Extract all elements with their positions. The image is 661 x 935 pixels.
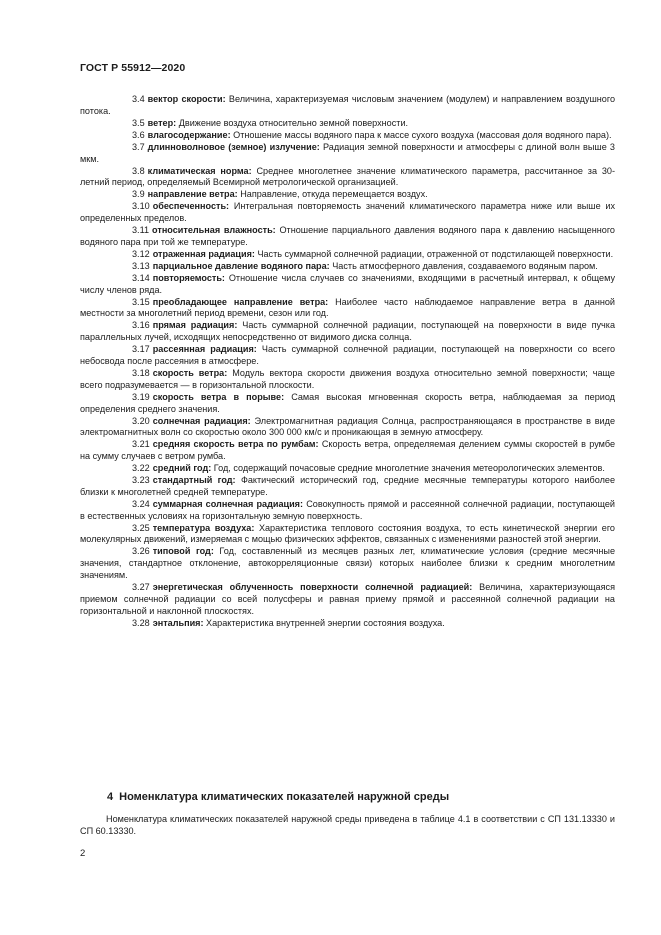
definition-number: 3.5 bbox=[132, 117, 145, 128]
definition-term: парциальное давление водяного пара: bbox=[152, 260, 330, 271]
section-heading bbox=[107, 791, 449, 803]
definition-text: Часть суммарной солнечной радиации, поступающей на поверхности в виде пучка параллельных лучей, исходящих непосредственно от видимого диска солнца. bbox=[80, 320, 616, 343]
definition-text: Год, содержащий почасовые средние многолетние значения метеорологических элементов. bbox=[213, 463, 605, 474]
definition-item bbox=[80, 368, 615, 392]
definition-text: Отношение числа случаев со значениями, входящими в расчетный интервал, к общему числу членов ряда. bbox=[80, 272, 615, 295]
definition-text: Год, составленный из месяцев разных лет, климатические условия (средние месячные значения, стандартное отклонение, автокорреляционные связи) которых наиболее близки к средним многолетним значениям. bbox=[80, 546, 616, 580]
definition-item bbox=[80, 546, 615, 581]
definition-term: температура воздуха: bbox=[152, 522, 255, 533]
definition-text: Отношение парциального давления водяного пара к давлению насыщенного водяного пара при той же температуре. bbox=[80, 225, 615, 247]
definition-term: энтальпия: bbox=[152, 617, 204, 628]
definition-term: обеспеченность: bbox=[152, 201, 230, 212]
definition-item bbox=[80, 166, 615, 190]
definition-number: 3.18 bbox=[132, 367, 150, 378]
definition-number: 3.4 bbox=[132, 94, 145, 104]
definition-item bbox=[80, 297, 615, 321]
definition-item bbox=[80, 523, 615, 547]
definition-text: Характеристика теплового состояния воздуха, то есть кинетической энергии его молекулярных движений, измеряемая с мощью физических эффектов, связанных с изменениями разностей этой энергии. bbox=[80, 522, 615, 545]
definition-item bbox=[80, 201, 615, 225]
definition-number: 3.21 bbox=[132, 439, 150, 450]
definition-number: 3.11 bbox=[132, 225, 150, 236]
definition-item bbox=[80, 189, 615, 201]
definition-item bbox=[80, 439, 615, 463]
definition-text: Часть суммарной солнечной радиации, отраженной от подстилающей поверхности. bbox=[257, 248, 614, 259]
definition-text: Часть суммарной солнечной радиации, поступающей на поверхности со всего небосвода после рассеяния в атмосфере. bbox=[80, 344, 616, 366]
definition-term: повторяемость: bbox=[152, 272, 225, 283]
section-title-text: Номенклатура климатических показателей наружной среды bbox=[119, 791, 450, 803]
definition-text: Самая высокая мгновенная скорость ветра, наблюдаемая за период определения среднего значения. bbox=[80, 391, 615, 414]
definition-number: 3.19 bbox=[132, 391, 150, 402]
definition-text: Величина, характеризующаяся приемом солнечной радиации со всей полусферы и равная приему прямой и рассеянной солнечной радиации на горизонтальной и наклонной плоскостях. bbox=[80, 581, 615, 616]
definition-number: 3.25 bbox=[132, 522, 150, 533]
definition-term: стандартный год: bbox=[152, 475, 236, 486]
definition-item bbox=[80, 130, 615, 142]
definition-text: Модуль вектора скорости движения воздуха относительно земной поверхности; чаще всего подразумевается — в горизонтальной плоскости. bbox=[80, 367, 615, 390]
definition-item bbox=[80, 225, 615, 249]
definition-term: относительная влажность: bbox=[152, 225, 276, 236]
definition-term: энергетическая облученность поверхности солнечной радиацией: bbox=[152, 581, 473, 592]
definition-item bbox=[80, 463, 615, 475]
definition-text: Среднее многолетнее значение климатического параметра, рассчитанное за 30-летний период, определяемый Всемирной метрологической организацией. bbox=[80, 165, 616, 188]
definition-item bbox=[80, 475, 615, 499]
definition-term: отраженная радиация: bbox=[152, 248, 255, 259]
definition-term: типовой год: bbox=[152, 546, 214, 557]
definition-number: 3.24 bbox=[132, 498, 150, 509]
definition-text: Отношение массы водяного пара к массе сухого воздуха (массовая доля водяного пара). bbox=[233, 129, 612, 140]
definition-number: 3.12 bbox=[132, 248, 150, 259]
definition-number: 3.15 bbox=[132, 296, 150, 307]
section-paragraph: Номенклатура климатических показателей наружной среды приведена в таблице 4.1 в соответствии с СП 131.13330 и СП 60.13330. bbox=[80, 814, 615, 836]
definition-text: Радиация земной поверхности и атмосферы с длиной волн выше 3 мкм. bbox=[80, 141, 615, 164]
definition-number: 3.17 bbox=[132, 344, 150, 355]
definition-item bbox=[80, 261, 615, 273]
definition-number: 3.6 bbox=[132, 129, 145, 140]
definition-text: Скорость ветра, определяемая делением суммы скоростей в румбе на сумму случаев с ветром румба. bbox=[80, 439, 615, 462]
definition-term: вектор скорости: bbox=[147, 94, 226, 104]
definition-term: преобладающее направление ветра: bbox=[152, 296, 329, 307]
definition-item bbox=[80, 416, 615, 440]
definition-item bbox=[80, 582, 615, 617]
definition-item bbox=[80, 392, 615, 416]
definition-item bbox=[80, 249, 615, 261]
definition-number: 3.27 bbox=[132, 581, 150, 592]
definition-number: 3.10 bbox=[132, 201, 150, 212]
definition-number: 3.28 bbox=[132, 617, 150, 628]
definition-term: ветер: bbox=[147, 117, 177, 128]
definition-number: 3.9 bbox=[132, 189, 145, 200]
definition-term: скорость ветра: bbox=[152, 367, 228, 378]
definition-item bbox=[80, 273, 615, 297]
definition-term: средняя скорость ветра по румбам: bbox=[152, 439, 319, 450]
definition-term: солнечная радиация: bbox=[152, 415, 251, 426]
definition-text: Наиболее часто наблюдаемое направление ветра в данной местности за многолетний период времени, сезон или год. bbox=[80, 296, 616, 319]
definition-number: 3.20 bbox=[132, 415, 150, 426]
definition-text: Величина, характеризуемая числовым значением (модулем) и направлением воздушного потока. bbox=[80, 94, 615, 116]
definitions-list bbox=[80, 94, 615, 630]
definition-text: Фактический исторический год, средние месячные температуры которого наиболее близки к многолетней средней температуре. bbox=[80, 475, 616, 497]
definition-term: климатическая норма: bbox=[147, 165, 252, 176]
definition-text: Характеристика внутренней энергии состояния воздуха. bbox=[206, 617, 445, 628]
page-number: 2 bbox=[80, 848, 86, 859]
definition-term: средний год: bbox=[152, 463, 212, 474]
definition-text: Движение воздуха относительно земной поверхности. bbox=[178, 117, 409, 128]
definition-number: 3.8 bbox=[132, 165, 145, 176]
definition-number: 3.26 bbox=[132, 546, 150, 557]
definition-text: Интегральная повторяемость значений климатического параметра ниже или выше их определенных пределов. bbox=[80, 201, 615, 224]
definition-item bbox=[80, 320, 615, 344]
definition-item bbox=[80, 142, 615, 166]
definition-text: Часть атмосферного давления, создаваемого водяным паром. bbox=[332, 260, 598, 271]
definition-item bbox=[80, 618, 615, 630]
definition-text: Электромагнитная радиация Солнца, распространяющаяся в пространстве в виде электромагнитных волн со скоростью около 300 000 км/с и проникающая в земную атмосферу. bbox=[80, 415, 615, 438]
definition-number: 3.7 bbox=[132, 141, 145, 152]
definition-term: рассеянная радиация: bbox=[152, 344, 257, 355]
definition-term: суммарная солнечная радиация: bbox=[152, 498, 304, 509]
definition-number: 3.22 bbox=[132, 463, 150, 474]
definition-term: направление ветра: bbox=[147, 189, 238, 200]
section-number: 4 bbox=[107, 791, 114, 803]
definition-item bbox=[80, 499, 615, 523]
definition-number: 3.23 bbox=[132, 475, 150, 486]
definition-text: Совокупность прямой и рассеянной солнечной радиации, поступающей в естественных условиях на горизонтальную земную поверхность. bbox=[80, 498, 616, 521]
definition-term: прямая радиация: bbox=[152, 320, 238, 331]
definition-number: 3.13 bbox=[132, 260, 150, 271]
definition-text: Направление, откуда перемещается воздух. bbox=[240, 189, 428, 200]
definition-term: длинноволновое (земное) излучение: bbox=[147, 141, 320, 152]
definition-number: 3.14 bbox=[132, 272, 150, 283]
definition-item bbox=[80, 344, 615, 368]
definition-item bbox=[80, 94, 615, 118]
definition-term: влагосодержание: bbox=[147, 129, 231, 140]
definition-item bbox=[80, 118, 615, 130]
definition-number: 3.16 bbox=[132, 320, 150, 331]
definition-term: скорость ветра в порыве: bbox=[152, 391, 285, 402]
document-header: ГОСТ Р 55912—2020 bbox=[80, 62, 186, 74]
